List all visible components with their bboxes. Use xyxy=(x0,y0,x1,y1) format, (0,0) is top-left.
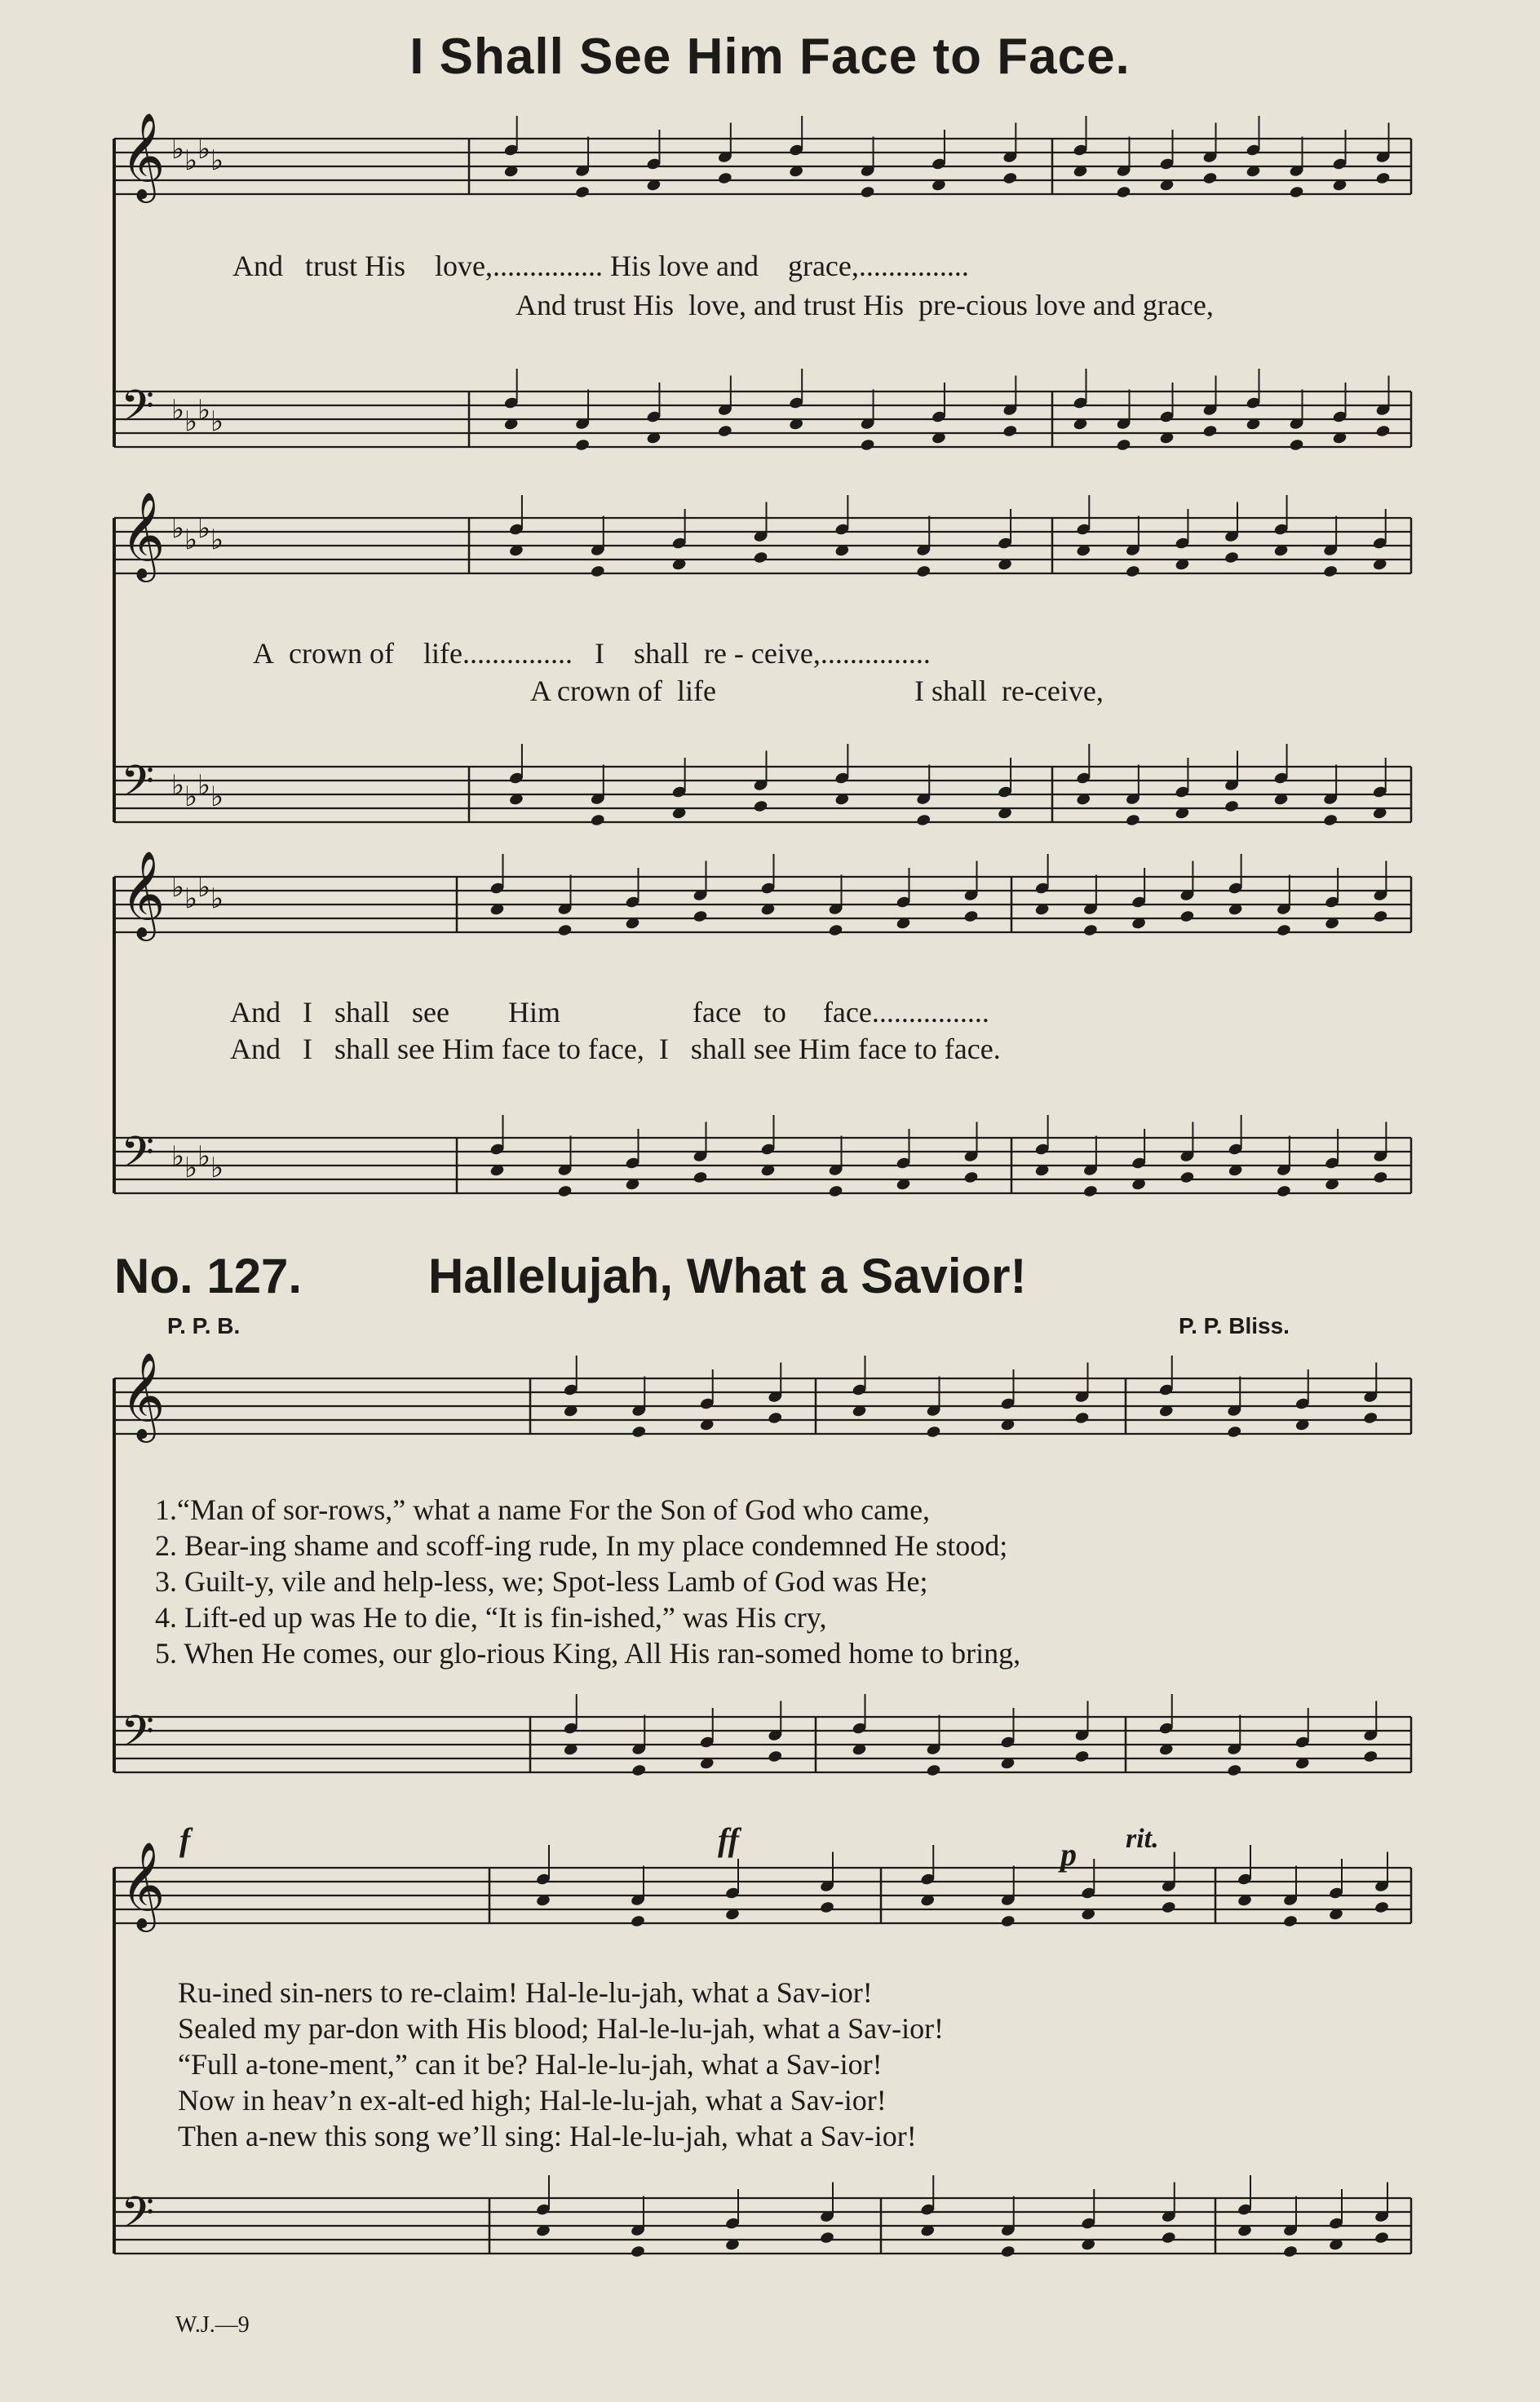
h1-system3-bass-notehead xyxy=(1179,1170,1195,1184)
h1-system3-key-flat: ♭ xyxy=(171,871,185,904)
h1-system3-key-flat: ♭ xyxy=(197,1140,211,1173)
h1-system3-key-flat: ♭ xyxy=(210,1152,224,1184)
h1-system3-bass-notehead xyxy=(828,1184,843,1198)
h2-system1-treble-clef: 𝄞 xyxy=(121,1351,166,1439)
h1-system1-treble-clef: 𝄞 xyxy=(121,112,166,199)
h1-system1-key-flat: ♭ xyxy=(197,394,211,427)
h1-system3-treble-notehead xyxy=(963,909,979,923)
h2-system1-bass-notehead xyxy=(1363,1750,1378,1763)
h1-system2-treble-notehead xyxy=(590,564,605,578)
h1-system3-treble-notehead xyxy=(1373,909,1388,923)
h1-system1-treble-notehead xyxy=(717,171,732,185)
h1-system1-bass-notehead xyxy=(574,438,590,452)
h1-system1-treble-notehead xyxy=(1375,171,1391,185)
h1-system3-key-flat: ♭ xyxy=(184,1152,198,1184)
h2-system2-treble-notehead xyxy=(1000,1914,1016,1928)
h1-system2-bass-clef: 𝄢 xyxy=(121,757,155,817)
h1-system3-treble-notehead xyxy=(828,923,843,937)
h1-system1-treble-notehead xyxy=(860,185,875,199)
h2-system2-bass-clef: 𝄢 xyxy=(121,2188,155,2249)
h1-system3-treble-notehead xyxy=(1179,909,1195,923)
hymn-number: No. 127. xyxy=(114,1249,303,1303)
h2-system1-treble-notehead xyxy=(1227,1425,1242,1439)
h1-system1-key-flat: ♭ xyxy=(197,133,211,166)
h1-system1-key-flat: ♭ xyxy=(184,144,198,177)
verse-2-b: Sealed my par-don with His blood; Hal-le-lu-jah, what a Sav-ior! xyxy=(178,2012,945,2045)
h2-system1-treble-notehead xyxy=(926,1425,941,1439)
h2-system2-bass-notehead xyxy=(630,2245,645,2258)
h1-system2-bass-notehead xyxy=(916,813,932,827)
h1-system2-bass-notehead xyxy=(590,813,605,827)
hymn1-s3-line-b: And I shall see Him face to face, I shall see Him face to face. xyxy=(230,1033,1001,1065)
h1-system3-treble-notehead xyxy=(1082,923,1098,937)
h2-system2-treble-notehead xyxy=(819,1900,834,1914)
dynamic-piano: p xyxy=(1060,1836,1077,1873)
h1-system2-bass-notehead xyxy=(753,799,768,813)
h1-system1-bass-notehead xyxy=(860,438,875,452)
h1-system3-bass-notehead xyxy=(1373,1170,1388,1184)
h1-system1-key-flat: ♭ xyxy=(171,133,185,166)
h2-system1-bass-notehead xyxy=(631,1763,647,1777)
h1-system3-key-flat: ♭ xyxy=(184,883,198,915)
verse-5-b: Then a-new this song we’ll sing: Hal-le-lu-jah, what a Sav-ior! xyxy=(178,2120,917,2152)
h1-system3-key-flat: ♭ xyxy=(171,1140,185,1173)
h1-system1-key-flat: ♭ xyxy=(210,144,224,177)
dynamic-fortissimo: ff xyxy=(718,1821,739,1858)
hymn1-s2-line-b: A crown of life I shall re-ceive, xyxy=(530,675,1104,707)
h2-system1-bass-notehead xyxy=(768,1750,783,1763)
h2-system2-treble-notehead xyxy=(1282,1914,1298,1928)
h1-system2-key-flat: ♭ xyxy=(171,769,185,802)
h1-system2-key-flat: ♭ xyxy=(197,769,211,802)
h1-system3-bass-clef: 𝄢 xyxy=(121,1128,155,1188)
h1-system3-treble-notehead xyxy=(557,923,573,937)
h1-system3-bass-notehead xyxy=(693,1170,708,1184)
h1-system1-bass-notehead xyxy=(1202,424,1218,438)
h1-system1-bass-notehead xyxy=(1289,438,1304,452)
h1-system2-treble-clef: 𝄞 xyxy=(121,491,166,578)
h1-system1-bass-notehead xyxy=(1116,438,1131,452)
h1-system3-bass-notehead xyxy=(557,1184,573,1198)
hymn1-title: I Shall See Him Face to Face. xyxy=(409,29,1131,85)
h2-system2-bass-notehead xyxy=(1161,2231,1176,2245)
dynamic-ritardando: rit. xyxy=(1126,1824,1159,1854)
h2-system1-bass-notehead xyxy=(1074,1750,1090,1763)
h1-system1-bass-notehead xyxy=(1375,424,1391,438)
h1-system2-key-flat: ♭ xyxy=(171,512,185,545)
h1-system2-treble-notehead xyxy=(753,551,768,564)
verse-2-a: 2. Bear-ing shame and scoff-ing rude, In my place condemned He stood; xyxy=(155,1529,1008,1562)
footer-signature: W.J.—9 xyxy=(175,2312,250,2338)
h1-system2-key-flat: ♭ xyxy=(197,512,211,545)
verse-4-a: 4. Lift-ed up was He to die, “It is fin-ished,” was His cry, xyxy=(155,1601,827,1634)
music-credit: P. P. Bliss. xyxy=(1179,1313,1290,1338)
h1-system1-bass-notehead xyxy=(717,424,732,438)
h2-system2-bass-notehead xyxy=(1374,2231,1389,2245)
h2-system1-treble-notehead xyxy=(1363,1411,1378,1425)
verse-3-a: 3. Guilt-y, vile and help-less, we; Spot-less Lamb of God was He; xyxy=(155,1565,928,1598)
h1-system3-bass-notehead xyxy=(963,1170,979,1184)
h1-system1-treble-notehead xyxy=(1002,171,1018,185)
h2-system2-bass-notehead xyxy=(819,2231,834,2245)
h1-system3-key-flat: ♭ xyxy=(197,871,211,904)
verse-5-a: 5. When He comes, our glo-rious King, All His ran-somed home to bring, xyxy=(155,1637,1021,1670)
h1-system1-bass-clef: 𝄢 xyxy=(121,382,155,442)
h2-system1-treble-notehead xyxy=(1074,1411,1090,1425)
verse-3-b: “Full a-tone-ment,” can it be? Hal-le-lu-jah, what a Sav-ior! xyxy=(178,2048,883,2081)
h2-system1-treble-notehead xyxy=(768,1411,783,1425)
h1-system1-treble-notehead xyxy=(1202,171,1218,185)
h2-system1-bass-notehead xyxy=(1227,1763,1242,1777)
h2-system2-treble-notehead xyxy=(1374,1900,1389,1914)
h2-system2-bass-notehead xyxy=(1000,2245,1016,2258)
h1-system2-key-flat: ♭ xyxy=(210,781,224,813)
h1-system1-bass-notehead xyxy=(1002,424,1018,438)
h2-system2-treble-notehead xyxy=(1161,1900,1176,1914)
h1-system1-treble-notehead xyxy=(574,185,590,199)
h1-system2-bass-notehead xyxy=(1125,813,1140,827)
h1-system2-bass-notehead xyxy=(1224,799,1239,813)
h1-system2-treble-notehead xyxy=(1125,564,1140,578)
h1-system3-treble-notehead xyxy=(1276,923,1291,937)
verse-4-b: Now in heav’n ex-alt-ed high; Hal-le-lu-jah, what a Sav-ior! xyxy=(178,2084,887,2117)
h2-system2-bass-notehead xyxy=(1282,2245,1298,2258)
h1-system3-bass-notehead xyxy=(1276,1184,1291,1198)
hymn1-s3-line-a: And I shall see Him face to face................ xyxy=(230,996,989,1028)
h1-system2-bass-notehead xyxy=(1323,813,1339,827)
h1-system3-key-flat: ♭ xyxy=(210,883,224,915)
h1-system1-treble-notehead xyxy=(1116,185,1131,199)
h1-system2-treble-notehead xyxy=(1323,564,1339,578)
hymn1-s2-line-a: A crown of life............... I shall re - ceive,............... xyxy=(253,637,931,670)
verse-1-a: 1.“Man of sor-rows,” what a name For the Son of God who came, xyxy=(155,1493,931,1526)
words-credit: P. P. B. xyxy=(167,1313,241,1338)
hymn1-s1-line-a: And trust His love,............... His love and grace,............... xyxy=(232,250,969,282)
h2-system2-treble-clef: 𝄞 xyxy=(121,1841,166,1928)
h1-system2-treble-notehead xyxy=(1224,551,1239,564)
verse-1-b: Ru-ined sin-ners to re-claim! Hal-le-lu-jah, what a Sav-ior! xyxy=(178,1976,873,2009)
h1-system3-treble-notehead xyxy=(693,909,708,923)
h1-system2-key-flat: ♭ xyxy=(184,524,198,556)
h2-system2-treble-notehead xyxy=(630,1914,645,1928)
h2-system1-treble-notehead xyxy=(631,1425,647,1439)
h1-system1-key-flat: ♭ xyxy=(171,394,185,427)
hymn2-title: Hallelujah, What a Savior! xyxy=(428,1249,1027,1303)
h1-system2-treble-notehead xyxy=(916,564,932,578)
h2-system1-bass-notehead xyxy=(926,1763,941,1777)
h2-system1-bass-clef: 𝄢 xyxy=(121,1707,155,1767)
h1-system2-key-flat: ♭ xyxy=(210,524,224,556)
h1-system1-key-flat: ♭ xyxy=(210,405,224,438)
h1-system3-treble-clef: 𝄞 xyxy=(121,850,166,937)
dynamic-forte: f xyxy=(179,1821,191,1858)
hymn1-s1-line-b: And trust His love, and trust His pre-cious love and grace, xyxy=(516,289,1214,321)
h1-system1-treble-notehead xyxy=(1289,185,1304,199)
h1-system3-bass-notehead xyxy=(1082,1184,1098,1198)
h1-system1-key-flat: ♭ xyxy=(184,405,198,438)
h1-system2-key-flat: ♭ xyxy=(184,781,198,813)
